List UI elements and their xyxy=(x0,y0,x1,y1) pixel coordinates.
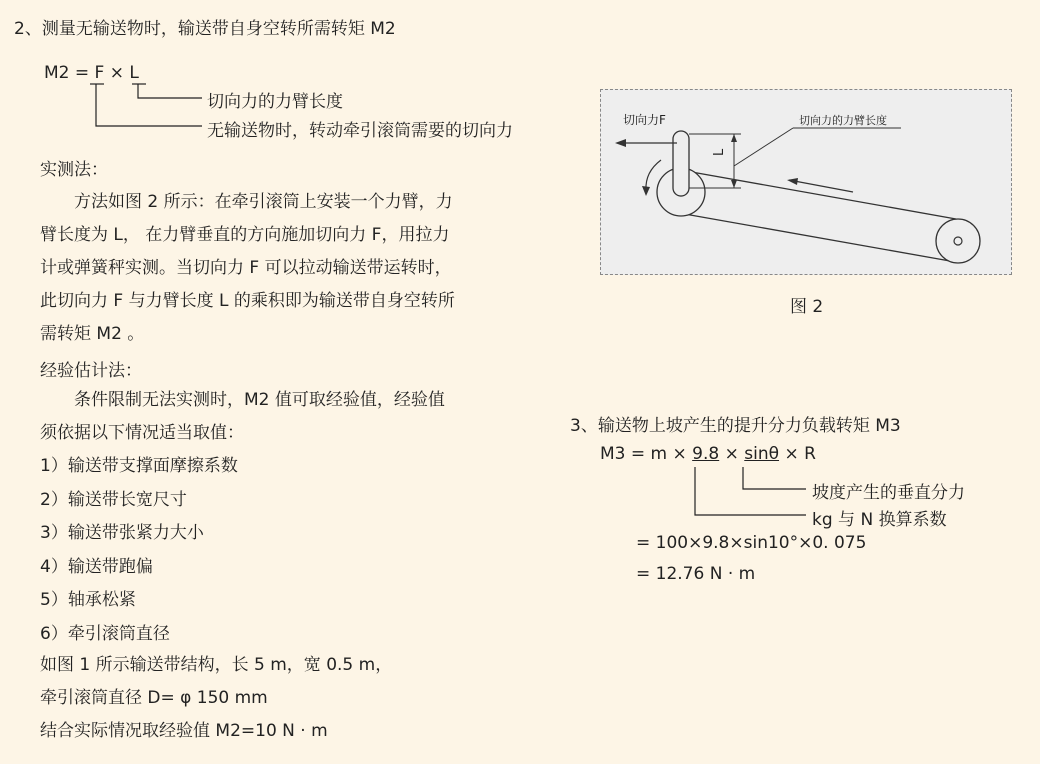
m3-formula-times: × xyxy=(724,444,739,464)
figure2-diagram xyxy=(600,89,1012,275)
example-text xyxy=(40,649,392,748)
gravity-coefficient: 9.8 xyxy=(692,444,720,464)
factor-list xyxy=(40,450,238,651)
m3-calculation: = 100×9.8×sin10°×0. 075 xyxy=(636,533,867,553)
measure-line: 臂长度为 L， 在力臂垂直的方向施加切向力 F，用拉力 xyxy=(40,225,450,245)
note-arm-length: 切向力的力臂长度 xyxy=(207,92,343,112)
figure2-caption: 图 2 xyxy=(790,297,824,317)
list-item: 3）输送带张紧力大小 xyxy=(40,523,204,543)
section3-heading: 3、输送物上坡产生的提升分力负载转矩 M3 xyxy=(570,416,901,436)
estimate-method-text xyxy=(40,384,445,450)
estimate-line: 条件限制无法实测时，M2 值可取经验值，经验值 xyxy=(74,390,445,410)
arm-length-label: 切向力的力臂长度 xyxy=(799,114,887,127)
m3-formula-prefix: M3 = m × xyxy=(600,444,687,464)
example-line: 结合实际情况取经验值 M2=10 N · m xyxy=(40,721,328,741)
list-item: 5）轴承松紧 xyxy=(40,590,136,610)
sine-term: sinθ xyxy=(744,444,780,464)
example-line: 牵引滚筒直径 D= φ 150 mm xyxy=(40,688,268,708)
m3-leader-lines xyxy=(560,455,820,525)
measure-line: 计或弹簧秤实测。当切向力 F 可以拉动输送带运转时， xyxy=(40,258,452,278)
note-vertical-component: 坡度产生的垂直分力 xyxy=(812,483,965,503)
m2-formula: M2 = F × L xyxy=(44,63,139,83)
list-item: 6）牵引滚筒直径 xyxy=(40,623,170,644)
list-item: 4）输送带跑偏 xyxy=(40,556,153,577)
example-line: 如图 1 所示输送带结构，长 5 m，宽 0.5 m， xyxy=(40,655,393,675)
measure-line: 此切向力 F 与力臂长度 L 的乘积即为输送带自身空转所 xyxy=(40,291,455,311)
measure-method-title: 实测法： xyxy=(40,160,108,180)
list-item: 1）输送带支撑面摩擦系数 xyxy=(40,456,238,476)
measure-line: 需转矩 M2 。 xyxy=(40,324,145,344)
note-kg-n-coefficient: kg 与 N 换算系数 xyxy=(812,510,947,530)
measure-line: 方法如图 2 所示：在牵引滚筒上安装一个力臂，力 xyxy=(74,192,453,212)
estimate-line: 须依据以下情况适当取值： xyxy=(40,423,244,443)
m3-formula-suffix: × R xyxy=(784,444,816,464)
estimate-method-title: 经验估计法： xyxy=(40,361,142,381)
note-tangential-force: 无输送物时，转动牵引滚筒需要的切向力 xyxy=(207,121,513,141)
section2-heading: 2、测量无输送物时，输送带自身空转所需转矩 M2 xyxy=(14,19,396,39)
measure-method-text xyxy=(40,186,455,351)
list-item: 2）输送带长宽尺寸 xyxy=(40,489,187,510)
m3-result: = 12.76 N · m xyxy=(636,564,756,584)
dimension-L-label: L xyxy=(712,148,727,156)
force-label: 切向力F xyxy=(623,113,666,127)
